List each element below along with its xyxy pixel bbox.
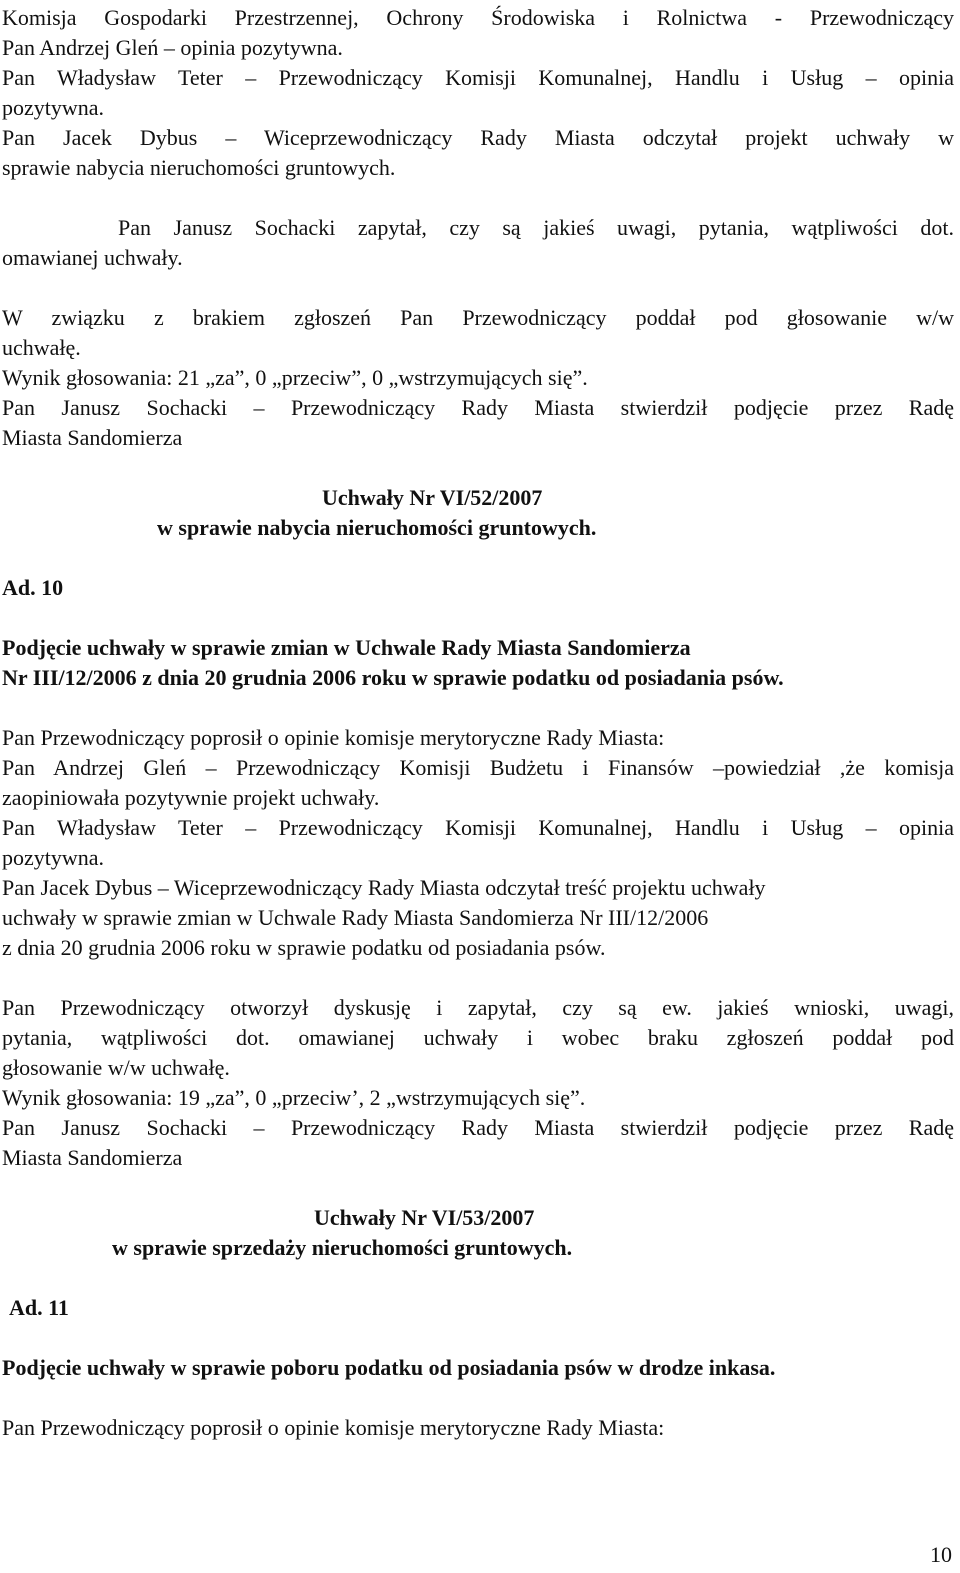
text-line: z dnia 20 grudnia 2006 roku w sprawie podatku od posiadania psów. xyxy=(2,935,606,960)
resolution-number: Uchwały Nr VI/53/2007 xyxy=(314,1205,535,1230)
text-line: Pan Andrzej Gleń – opinia pozytywna. xyxy=(2,35,343,60)
agenda-item-heading: Ad. 10 xyxy=(2,575,64,600)
text-line: Pan Przewodniczący otworzył dyskusję i zapytał, czy są ew. jakieś wnioski, uwagi, xyxy=(2,995,954,1020)
text-line: sprawie nabycia nieruchomości gruntowych. xyxy=(2,155,396,180)
resolution-title: w sprawie nabycia nieruchomości gruntowych. xyxy=(157,515,597,540)
text-line: Pan Jacek Dybus – Wiceprzewodniczący Rady Miasta odczytał treść projektu uchwały xyxy=(2,875,766,900)
text-line: głosowanie w/w uchwałę. xyxy=(2,1055,230,1080)
text-line: uchwałę. xyxy=(2,335,81,360)
text-line: omawianej uchwały. xyxy=(2,245,183,270)
text-line: Pan Jacek Dybus – Wiceprzewodniczący Rady Miasta odczytał projekt uchwały w xyxy=(2,125,954,150)
text-line: Pan Władysław Teter – Przewodniczący Komisji Komunalnej, Handlu i Usług – opinia xyxy=(2,65,954,90)
text-line: pozytywna. xyxy=(2,95,105,120)
agenda-item-title: Podjęcie uchwały w sprawie poboru podatku od posiadania psów w drodze inkasa. xyxy=(2,1355,776,1380)
text-line: uchwały w sprawie zmian w Uchwale Rady Miasta Sandomierza Nr III/12/2006 xyxy=(2,905,709,930)
text-line: Pan Przewodniczący poprosił o opinie komisje merytoryczne Rady Miasta: xyxy=(2,725,665,750)
agenda-item-heading: Ad. 11 xyxy=(9,1295,69,1320)
text-line: Pan Janusz Sochacki zapytał, czy są jakieś uwagi, pytania, wątpliwości dot. xyxy=(118,215,954,240)
text-line: Pan Przewodniczący poprosił o opinie komisje merytoryczne Rady Miasta: xyxy=(2,1415,665,1440)
text-line: Pan Janusz Sochacki – Przewodniczący Rady Miasta stwierdził podjęcie przez Radę xyxy=(2,395,954,420)
text-line: Pan Władysław Teter – Przewodniczący Komisji Komunalnej, Handlu i Usług – opinia xyxy=(2,815,954,840)
agenda-item-title: Podjęcie uchwały w sprawie zmian w Uchwale Rady Miasta Sandomierza xyxy=(2,635,691,660)
text-line: pozytywna. xyxy=(2,845,105,870)
resolution-title: w sprawie sprzedaży nieruchomości gruntowych. xyxy=(112,1235,573,1260)
text-line: W związku z brakiem zgłoszeń Pan Przewodniczący poddał pod głosowanie w/w xyxy=(2,305,954,330)
text-line: Pan Janusz Sochacki – Przewodniczący Rady Miasta stwierdził podjęcie przez Radę xyxy=(2,1115,954,1140)
text-line: pytania, wątpliwości dot. omawianej uchwały i wobec braku zgłoszeń poddał pod xyxy=(2,1025,954,1050)
text-line: Miasta Sandomierza xyxy=(2,1145,183,1170)
agenda-item-title: Nr III/12/2006 z dnia 20 grudnia 2006 roku w sprawie podatku od posiadania psów. xyxy=(2,665,784,690)
text-line: Pan Andrzej Gleń – Przewodniczący Komisji Budżetu i Finansów –powiedział ,że komisja xyxy=(2,755,954,780)
resolution-number: Uchwały Nr VI/52/2007 xyxy=(322,485,543,510)
vote-result: Wynik głosowania: 19 „za”, 0 „przeciw’, 2 „wstrzymujących się”. xyxy=(2,1085,586,1110)
text-line: Komisja Gospodarki Przestrzennej, Ochrony Środowiska i Rolnictwa - Przewodniczący xyxy=(2,5,954,30)
vote-result: Wynik głosowania: 21 „za”, 0 „przeciw”, 0 „wstrzymujących się”. xyxy=(2,365,588,390)
text-line: zaopiniowała pozytywnie projekt uchwały. xyxy=(2,785,380,810)
text-line: Miasta Sandomierza xyxy=(2,425,183,450)
page-number: 10 xyxy=(930,1542,952,1567)
